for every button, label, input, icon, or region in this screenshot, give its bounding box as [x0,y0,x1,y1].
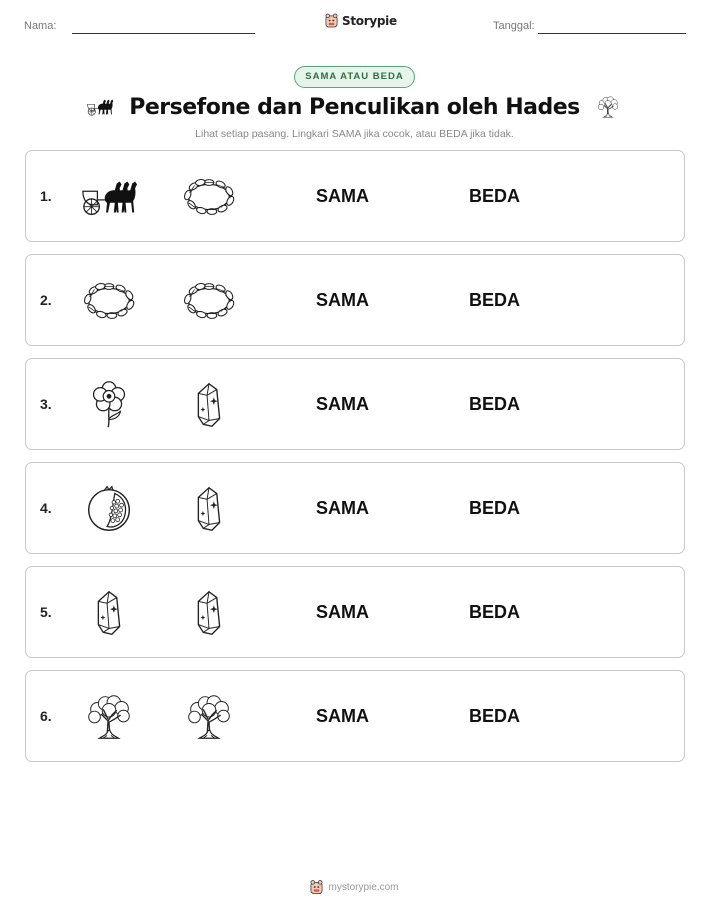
brand [325,13,397,28]
option-different[interactable]: BEDA [469,394,521,414]
pomegranate-icon [80,485,138,533]
option-same[interactable]: SAMA [316,394,369,414]
question-row [25,358,685,450]
crystal-icon [180,485,238,533]
option-same[interactable]: SAMA [316,498,369,518]
question-row [25,670,685,762]
question-number: 6. [40,708,52,724]
title-row [0,92,709,124]
option-different[interactable]: BEDA [469,706,521,726]
option-different[interactable]: BEDA [469,602,521,622]
wreath-icon [180,277,238,325]
option-different[interactable]: BEDA [469,186,521,206]
option-same[interactable]: SAMA [316,290,369,310]
crystal-icon [180,589,238,637]
date-label: Tanggal: [493,20,535,32]
footer-url: mystorypie.com [328,881,399,893]
question-row [25,150,685,242]
chariot-icon [80,173,138,221]
option-same[interactable]: SAMA [316,706,369,726]
question-row [25,462,685,554]
question-number: 4. [40,500,52,516]
option-same[interactable]: SAMA [316,602,369,622]
question-row [25,254,685,346]
wreath-icon [180,173,238,221]
question-number: 5. [40,604,52,620]
storypie-logo-icon [325,13,338,28]
date-field[interactable] [538,33,686,34]
question-list [25,150,685,774]
crystal-icon [80,589,138,637]
wreath-icon [80,277,138,325]
question-row [25,566,685,658]
option-different[interactable]: BEDA [469,498,521,518]
instructions: Lihat setiap pasang. Lingkari SAMA jika cocok, atau BEDA jika tidak. [195,128,514,140]
worksheet-header [0,0,709,50]
crystal-icon [180,381,238,429]
page-title: Persefone dan Penculikan oleh Hades [129,95,580,120]
name-field[interactable] [72,33,255,34]
question-number: 1. [40,188,52,204]
brand-name: Storypie [342,13,397,28]
storypie-logo-icon [310,879,323,895]
flower-icon [80,381,138,429]
name-label: Nama: [24,20,57,32]
option-different[interactable]: BEDA [469,290,521,310]
footer [0,879,709,895]
option-same[interactable]: SAMA [316,186,369,206]
tree-icon [594,92,622,122]
question-number: 3. [40,396,52,412]
question-number: 2. [40,292,52,308]
activity-badge: SAMA ATAU BEDA [294,66,415,88]
tree-icon [80,693,138,741]
tree-icon [180,693,238,741]
